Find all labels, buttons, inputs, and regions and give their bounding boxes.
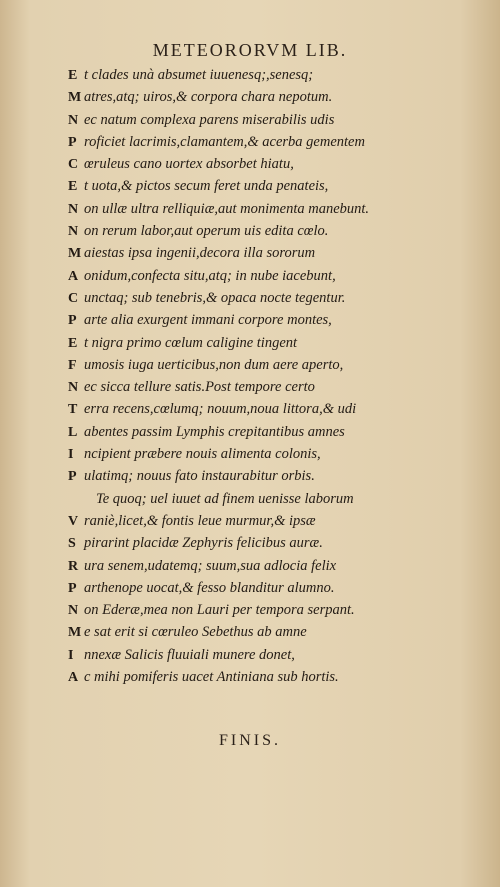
verse-line <box>68 599 468 621</box>
verse-initial: P <box>68 580 77 596</box>
verse-line <box>68 287 468 309</box>
verse-initial: A <box>68 670 79 686</box>
verse-text: c mihi pomiferis uacet Antiniana sub hortis. <box>84 669 339 686</box>
verse-initial: E <box>68 68 78 83</box>
verse-line <box>68 265 468 287</box>
verse-line <box>68 532 468 554</box>
verse-line <box>68 86 468 108</box>
verse-line <box>68 64 468 86</box>
verse-text: t clades unà absumet iuuenesq;,senesq; <box>84 67 314 83</box>
verse-line <box>68 577 468 599</box>
verse-text: arte alia exurgent immani corpore montes, <box>84 312 332 329</box>
verse-line <box>68 421 468 443</box>
verse-initial: N <box>68 201 79 217</box>
verse-text: onidum,confecta situ,atq; in nube iacebunt, <box>84 267 336 284</box>
verse-initial: I <box>68 447 74 463</box>
verse-text: e sat erit si cœruleo Sebethus ab amne <box>84 624 307 641</box>
verse-initial: F <box>68 357 77 373</box>
verse-text: roficiet lacrimis,clamantem,& acerba gementem <box>84 133 365 150</box>
verse-initial: C <box>68 290 79 306</box>
verse-text: raniè,licet,& fontis leue murmur,& ipsæ <box>84 512 316 529</box>
verse-line <box>68 198 468 220</box>
verse-text: on ullæ ultra relliquiæ,aut monimenta manebunt. <box>84 200 370 217</box>
verse-text: atres,atq; uiros,& corpora chara nepotum. <box>84 89 333 106</box>
verse-line <box>68 443 468 465</box>
verse-initial: N <box>68 603 79 619</box>
verse-text: ec natum complexa parens miserabilis udis <box>84 111 335 128</box>
verse-line <box>68 666 468 688</box>
verse-line <box>68 242 468 264</box>
verse-initial: N <box>68 224 79 240</box>
verse-line <box>68 555 468 577</box>
poem-verses <box>68 64 468 688</box>
verse-line <box>68 109 468 131</box>
verse-text: ec sicca tellure satis.Post tempore certo <box>84 379 315 396</box>
verse-initial: S <box>68 536 76 552</box>
verse-line <box>68 398 468 420</box>
verse-initial: M <box>68 246 82 262</box>
verse-line <box>68 220 468 242</box>
verse-initial: L <box>68 424 78 440</box>
verse-line <box>68 465 468 487</box>
verse-text: aiestas ipsa ingenii,decora illa sororum <box>84 245 316 262</box>
finis-colophon: FINIS. <box>218 732 281 749</box>
verse-line <box>68 644 468 666</box>
verse-text: erra recens,cœlumq; nouum,noua littora,& udi <box>84 401 357 418</box>
verse-line <box>68 175 468 197</box>
verse-initial: M <box>68 90 82 106</box>
verse-initial: M <box>68 625 82 641</box>
verse-text: Te quoq; uel iuuet ad finem uenisse laborum <box>96 490 354 507</box>
verse-initial: E <box>68 179 78 195</box>
verse-initial: P <box>68 134 77 150</box>
verse-initial: R <box>68 558 79 574</box>
verse-text: ulatimq; nouus fato instaurabitur orbis. <box>84 468 315 485</box>
verse-initial: P <box>68 313 77 329</box>
verse-text: arthenope uocat,& fesso blanditur alumno. <box>84 579 335 596</box>
verse-text: umosis iuga uerticibus,non dum aere aperto, <box>84 356 344 373</box>
verse-line <box>68 309 468 331</box>
verse-line <box>68 153 468 175</box>
verse-line <box>68 131 468 153</box>
verse-initial: A <box>68 268 79 284</box>
verse-text: t nigra primo cœlum caligine tingent <box>84 334 298 351</box>
verse-line <box>68 376 468 398</box>
verse-initial: T <box>68 402 78 418</box>
verse-text: ncipient præbere nouis alimenta colonis, <box>84 446 321 463</box>
verse-text: abentes passim Lymphis crepitantibus amnes <box>84 423 345 440</box>
verse-text: t uota,& pictos secum feret unda penateis, <box>84 178 329 195</box>
verse-text: œruleus cano uortex absorbet hiatu, <box>84 156 294 173</box>
verse-initial: V <box>68 513 79 529</box>
verse-initial: P <box>68 469 77 485</box>
verse-text: ura senem,udatemq; suum,sua adlocia felix <box>84 557 337 574</box>
verse-text: on rerum labor,aut operum uis edita cœlo. <box>84 223 329 240</box>
verse-initial: E <box>68 335 78 351</box>
verse-line <box>68 488 468 510</box>
running-header: METEORORVM LIB. <box>152 40 348 60</box>
verse-line <box>68 332 468 354</box>
verse-initial: I <box>68 647 74 663</box>
verse-line <box>68 510 468 532</box>
verse-text: unctaq; sub tenebris,& opaca nocte tegentur. <box>84 289 346 306</box>
verse-initial: N <box>68 380 79 396</box>
verse-line <box>68 354 468 376</box>
verse-text: on Ederæ,mea non Lauri per tempora serpant. <box>84 602 355 619</box>
verse-initial: C <box>68 157 79 173</box>
verse-line <box>68 621 468 643</box>
verse-text: pirarint placidæ Zephyris felicibus auræ. <box>84 535 323 552</box>
verse-text: nnexæ Salicis fluuiali munere donet, <box>84 646 295 663</box>
verse-initial: N <box>68 112 79 128</box>
